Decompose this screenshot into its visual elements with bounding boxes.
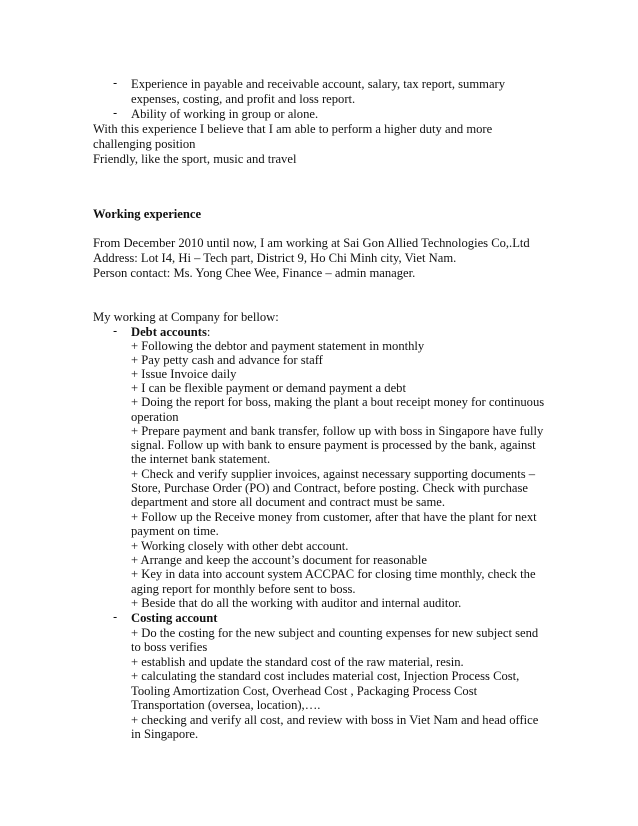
costing-duty-line: Tooling Amortization Cost, Overhead Cost , Packaging Process Cost	[131, 684, 478, 698]
costing-duty-line: in Singapore.	[131, 727, 199, 741]
debt-duty-line: + Check and verify supplier invoices, against necessary supporting documents –	[131, 467, 536, 481]
bullet-dash: -	[113, 76, 118, 90]
duties-intro: My working at Company for bellow:	[93, 310, 279, 324]
debt-duty-line: + Pay petty cash and advance for staff	[131, 353, 323, 367]
subsection-title	[131, 325, 210, 339]
company-address: Address: Lot I4, Hi – Tech part, District 9, Ho Chi Minh city, Viet Nam.	[93, 251, 457, 265]
debt-duty-line: + Prepare payment and bank transfer, follow up with boss in Singapore have fully	[131, 424, 544, 438]
summary-bullet-line: Ability of working in group or alone.	[131, 107, 319, 121]
debt-duty-line: payment on time.	[131, 524, 219, 538]
hobbies-line: Friendly, like the sport, music and travel	[93, 152, 297, 166]
debt-duty-line: + Beside that do all the working with auditor and internal auditor.	[131, 596, 462, 610]
debt-duty-line: + Key in data into account system ACCPAC for closing time monthly, check the	[131, 567, 536, 581]
summary-bullet-line: Experience in payable and receivable account, salary, tax report, summary	[131, 77, 506, 91]
costing-account-title: Costing account	[131, 611, 218, 625]
costing-duty-line: to boss verifies	[131, 640, 208, 654]
title-colon: :	[206, 325, 211, 339]
costing-duty-line: + checking and verify all cost, and review with boss in Viet Nam and head office	[131, 713, 539, 727]
employment-period: From December 2010 until now, I am working at Sai Gon Allied Technologies Co,.Ltd	[93, 236, 530, 250]
debt-duty-line: department and store all document and contract must be same.	[131, 495, 446, 509]
costing-duty-line: + Do the costing for the new subject and counting expenses for new subject send	[131, 626, 539, 640]
statement-line: With this experience I believe that I am able to perform a higher duty and more	[93, 122, 493, 136]
debt-accounts-title: Debt accounts	[131, 325, 207, 339]
costing-duty-line: + calculating the standard cost includes material cost, Injection Process Cost,	[131, 669, 520, 683]
bullet-dash: -	[113, 610, 118, 624]
debt-duty-line: aging report for monthly before sent to boss.	[131, 582, 356, 596]
debt-duty-line: + Doing the report for boss, making the plant a bout receipt money for continuous	[131, 395, 545, 409]
costing-duty-line: + establish and update the standard cost of the raw material, resin.	[131, 655, 464, 669]
debt-duty-line: signal. Follow up with bank to ensure payment is processed by the bank, against	[131, 438, 536, 452]
debt-duty-line: + I can be flexible payment or demand payment a debt	[131, 381, 406, 395]
debt-duty-line: operation	[131, 410, 179, 424]
statement-line: challenging position	[93, 137, 196, 151]
debt-duty-line: + Arrange and keep the account’s document for reasonable	[131, 553, 427, 567]
bullet-dash: -	[113, 106, 118, 120]
debt-duty-line: + Working closely with other debt account.	[131, 539, 349, 553]
summary-bullet-line: expenses, costing, and profit and loss report.	[131, 92, 356, 106]
debt-duty-line: + Follow up the Receive money from customer, after that have the plant for next	[131, 510, 537, 524]
debt-duty-line: the internet bank statement.	[131, 452, 271, 466]
debt-duty-line: + Issue Invoice daily	[131, 367, 237, 381]
debt-duty-line: Store, Purchase Order (PO) and Contract, before posting. Check with purchase	[131, 481, 528, 495]
section-heading: Working experience	[93, 207, 202, 221]
costing-duty-line: Transportation (oversea, location),….	[131, 698, 321, 712]
contact-person: Person contact: Ms. Yong Chee Wee, Finance – admin manager.	[93, 266, 416, 280]
debt-duty-line: + Following the debtor and payment statement in monthly	[131, 339, 425, 353]
bullet-dash: -	[113, 324, 118, 338]
